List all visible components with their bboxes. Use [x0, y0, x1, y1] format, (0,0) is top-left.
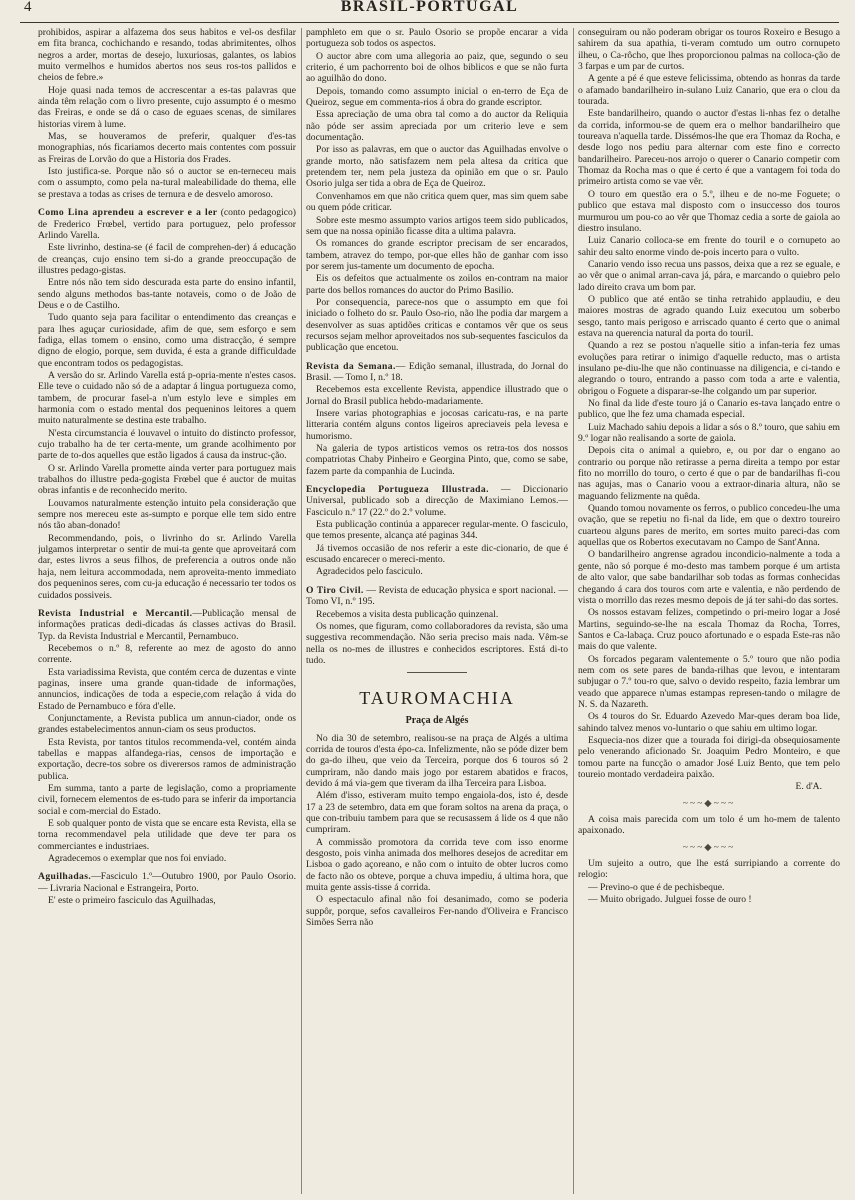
paragraph: O touro em questão era o 5.º, ilheu e de no-me Foguete; o publico que estava mal disposto com o insuccesso dos touros murmurou um pou-co ao vêr que Thomaz cedia a sorte de gaiola ao diestro insulano. [578, 188, 840, 234]
paragraph: Os forcados pegaram valentemente o 5.º touro que não podia nem com os sete pares de banda-rilhas que levou, e intentaram subjugar o 7.º tou-ro que, salvo o devido respeito, fazia lembrar um veado que apparece n'umas estampas represen-tando o milagre de N. S. da Nazareth. [578, 653, 840, 710]
review-entry [306, 361, 568, 384]
paragraph: — Previno-o que é de pechisbeque. [588, 881, 725, 893]
column-2 [306, 27, 568, 1195]
paragraph: A commissão promotora da corrida teve com isso enorme desgosto, pois vinha animada dos melhores desejos de acreditar em Lisboa o gado açoreano, e não com o intuito de obter lucros como de facto não os obteve, porque a chuva impediu, á ultima hora, que muita gente assis-tisse á corrida. [306, 836, 568, 894]
paragraph: Hoje quasi nada temos de accrescentar a es-tas palavras que ainda têm relação com o livro presente, cujo assumpto é o mesmo das Freiras, e onde se dá o caso de eguaes scenas, de similares historias virem à lume. [38, 84, 296, 130]
paragraph: O auctor abre com uma allegoria ao paiz, que, segundo o seu criterio, é um pachorrento boi de olhos biblicos e que se não furta ao aguilhão do dono. [306, 50, 568, 85]
column-3 [578, 27, 840, 1195]
paragraph: A gente a pé é que esteve felicissima, obtendo as honras da tarde o afamado bandarilheiro in-sulano Luiz Canario, que era o clou da tourada. [578, 73, 840, 108]
paragraph: E sob qualquer ponto de vista que se encare esta Revista, ella se torna recommendavel pela utilidade que deve ter para os commerciantes e industriaes. [38, 818, 296, 852]
paragraph: Isto justifica-se. Porque não só o auctor se en-terneceu mais com o assumpto, como pela na-tural maleabilidade do thema, elle se prestava a todas as crises de ternura e de desvelo amoroso. [38, 166, 296, 200]
paragraph: Esta Revista, por tantos titulos recommenda-vel, contém ainda tabellas e mappas alfandega-rias, censos de importação e exportação, decre-tos sobre os diverersos ramos de administração publica. [38, 736, 296, 782]
paragraph: Louvamos naturalmente estenção intuito pela consideração que sempre nos mereceu este as-sumpto e porque elle tem sido entre nós tão aban-donado! [38, 497, 296, 532]
paragraph: Na galeria de typos artisticos vemos os retra-tos dos nossos compatriotas Chaby Pinheiro e Georgina Pinto, que, como se sabe, fazem parte da companhia de Lucinda. [306, 443, 568, 477]
paragraph: E' este o primeiro fasciculo das Aguilhadas, [48, 895, 216, 907]
paragraph: Além d'isso, estiveram muito tempo engaiola-dos, isto é, desde 17 a 23 de setembro, data em que foram soltos na arena da praça, o que con-tribuiu tambem para que se recusassem á lide os 4 que não cumpriram. [306, 790, 568, 836]
paragraph: No dia 30 de setembro, realisou-se na praça de Algés a ultima corrida de touros d'esta épo-ca. Infelizmente, não se póde dizer bem do ga-do ilheu, que veio da Terceira, porque dos 6 touros só 2 cumpriram, não dando mais jogo por estarem abatidos e fracos, devido á má via-gem que tiveram da ilha Terceira para Lisboa. [306, 732, 568, 789]
paragraph: Conjunctamente, a Revista publica um annun-ciador, onde os grandes estabelecimentos annun-ciam os seus productos. [38, 712, 296, 736]
paragraph: Depois cita o animal a quiebro, e, ou por dar o engano ao contrario ou porque não retirasse a perna direita a tempo por estar fito no morrillo do touro, o certo é que o par de bandarilhas fi-cou nas agujas, mas o Canario voou a extraor-dinaria altura, não se maguando felizmente na quêda. [578, 445, 840, 502]
paragraph: Os nossos estavam felizes, competindo o pri-meiro logar a José Martins, seguindo-se-lhe na escala Thomaz da Rocha, Torres, Santos e Ca-labaça. Cruz pouco afortunado e o espada Este-ras não mais do que valente. [578, 607, 840, 653]
paragraph: prohibidos, aspirar a alfazema dos seus habitos e vel-os desfilar em fita branca, cochichando e resando, todas abrimitentes, olhos negros a arder, mortas de desejo, luxuriosas, galantes, os labios muito vermelhos e humidos abertos nos seus ros-tos pallidos e cheios de febre.» [38, 27, 296, 84]
paragraph: Mas, se houveramos de preferir, qualquer d'es-tas monographias, nós ficariamos decerto mais contentes com possuir as Freiras de Lorvão do que a Historia dos Frades. [38, 131, 296, 165]
paragraph: Este bandarilheiro, quando o auctor d'estas li-nhas fez o detalhe da corrida, informou-se de quem era o melhor bandarilheiro que toureava n'aquella tarde. Dissémos-lhe que era Thomaz da Rocha, e desde logo nos pediu para alternar com este fino e correcto bandarilheiro. Pareceu-nos arrojo o querer o Canario competir com Thomaz da Rocha mas o que é certo é que a vantagem foi toda do primeiro artista como se vae vêr. [578, 108, 840, 188]
column-1 [38, 27, 296, 1195]
paragraph: Sobre este mesmo assumpto varios artigos teem sido publicados, sem que na nossa opinião ficasse dita a ultima palavra. [306, 214, 568, 237]
review-entry [38, 207, 296, 241]
paragraph: Luiz Machado sahiu depois a lidar a sós o 8.º touro, que sahiu em 9.º logar não realisando a sorte de gaiola. [578, 421, 840, 445]
page-number: 4 [24, 0, 32, 15]
review-title: Revista da Semana. [306, 360, 396, 372]
paragraph: Um sujeito a outro, que lhe está surripiando a corrente do relogio: [578, 858, 840, 881]
paragraph: Eis os defeitos que actualmente os zoilos en-contram na maior parte dos bellos romances do auctor do Primo Basilio. [306, 273, 568, 296]
review-title: Aguilhadas. [38, 871, 92, 883]
signature: E. d'A. [795, 781, 822, 793]
page-header [20, 0, 839, 23]
paragraph: No final da lide d'este touro já o Canario es-tava lançado entre o publico, que lhe fez uma chamada especial. [578, 398, 840, 421]
paragraph: Este livrinho, destina-se (é facil de comprehen-der) á educação de creanças, cujo ensino tem si-do a grande preoccupação de illustres pedago-gistas. [38, 242, 296, 276]
review-details: —Publicação mensal de informações praticas dedi-dicadas ás classes activas do Brasil. Typ. da Revista Industrial e Mercantil, Pernambuco. [38, 607, 296, 642]
review-details: — Edição semanal, illustrada, do Jornal do Brasil. — Tomo I, n.º 18. [306, 360, 568, 383]
review-details: (conto pedagogico) de Frederico Frœbel, vertido para portuguez, pelo professor Arlindo Varella. [38, 207, 296, 241]
paragraph: N'esta circumstancia é louvavel o intuito do distincto professor, cujo trabalho ha de ter certa-mente, um grande acolhimento por parte de to-dos aquelles que estão ligados á causa da instruc-ção. [38, 427, 296, 462]
paragraph: Entre nós não tem sido descurada esta parte do ensino infantil, sendo alguns methodos bas-tante notaveis, como o de João de Deus e o de Castilho. [38, 277, 296, 311]
paragraph: Agradecemos o exemplar que nos foi enviado. [48, 853, 227, 865]
paragraph: Insere varias photographias e jocosas caricatu-ras, e na parte litteraria contém alguns contos ligeiros apreciaveis pela levesa e humorismo. [306, 408, 568, 442]
review-entry [38, 608, 296, 642]
paragraph: pamphleto em que o sr. Paulo Osorio se propõe encarar a vida portugueza sob todos os aspectos. [306, 27, 568, 50]
paragraph: Os 4 touros do Sr. Eduardo Azevedo Mar-ques deram boa lide, sahindo talvez menos vo-luntario o que sahiu em ultimo logar. [578, 711, 840, 734]
review-entry [38, 871, 296, 894]
column-divider [301, 28, 302, 1194]
paragraph: O publico que até então se tinha retrahido applaudiu, e deu maiores mostras de agrado quando Luiz executou um soberbo sesgo, tanto mais perigoso e arriscado quanto é certo que o animal estava na querencia natural da porta do touril. [578, 293, 840, 339]
paragraph: Agradecidos pelo fasciculo. [316, 566, 423, 578]
review-title: Revista Industrial e Mercantil. [38, 607, 193, 619]
paragraph: Essa apreciação de uma obra tal como a do auctor da Reliquia não póde ser assim apreciada por um criterio leve e sem documentação. [306, 109, 568, 144]
paragraph: Por consequencia, parece-nos que o assumpto em que foi iniciado o folheto do sr. Paulo Oso-rio, não lhe podia dar margem a desenvolver as suas aptidões criticas e contamos vêr que os seus recursos sejam melhor aproveitados nos sub-sequentes fasciculos da publicação que encetou. [306, 296, 568, 354]
paragraph: O sr. Arlindo Varella promette ainda verter para portuguez mais trabalhos do illustre peda-gogista Frœbel que é auctor de muitas obras infantis e de reconhecido merito. [38, 462, 296, 497]
review-details: —Fasciculo 1.º—Outubro 1900, por Paulo Osorio. — Livraria Nacional e Estrangeira, Porto. [38, 871, 296, 894]
paragraph: Recebemos a visita desta publicação quinzenal. [316, 608, 499, 620]
paragraph: O bandarilheiro angrense agradou incondicio-nalmente a toda a gente, não só porque é mo-desto mas tambem porque é um artista de alto valor, que sabe bandarilhar sob todas as formas conhecidas chegando á cara dos touros com arte e valentia, e não perdendo de vista o morrillo das rezes mesmo depois de já ter sahi-do das sortes. [578, 549, 840, 606]
paragraph: Quando tomou novamente os ferros, o publico concedeu-lhe uma ovação, que se repetiu no fi-nal da lide, em que o dextro toureiro cuarteou alguns pares de merito, em sortes muito pareci-das com aquellas que os Robertos executavam no Campo de Sant'Anna. [578, 503, 840, 549]
paragraph: Tudo quanto seja para facilitar o entendimento das creanças e para lhes aguçar curiosidade, afim de que, sem esforço e sem fadiga, ellas tomem o ensino, como uma distracção, é sempre digno de elogio, porque, sem duvida, é esta a grande difficuldade que encontram todos os pedagogistas. [38, 312, 296, 369]
review-title: Como Lina aprendeu a escrever e a ler [38, 207, 218, 219]
paragraph: Quando a rez se postou n'aquelle sitio a infan-teria fez umas evoluções para retirar o inimigo d'aquelle reducto, mas o artista insulano pe-diu-lhe que não continuasse na diligencia, e ci-tando e alegrando o touro, entrando a passo com toda a arte e valentia, obrigou o Foguete a disparar-se-lhe colgando um par superior. [578, 340, 840, 397]
review-details: — Revista de educação physica e sport nacional. — Tomo VI, n.º 195. [306, 584, 568, 608]
paragraph: Recommendando, pois, o livrinho do sr. Arlindo Varella julgamos interpretar o sentir de mui-ta gente que aproveitará com dar, estes livros a seus filhos, de preferencia a outros onde não haja, nem leitura accommodada, nem aproveita-mento immediato dos pequeninos seres, com cu-ja educação é necessario ter todos os cuidados possiveis. [38, 532, 296, 601]
paragraph: Esta variadissima Revista, que contém cerca de duzentas e vinte paginas, insere uma grande quan-tidade de informações, annuncios, indicações de toda a especie,com relação á vida do Estado de Pernambuco e fóra d'elle. [38, 666, 296, 712]
review-title: Encyclopedia Portugueza Illustrada. [306, 484, 489, 496]
paragraph: Os nomes, que figuram, como collaboradores da revista, são uma suggestiva recommendação. Não seria preciso mais nada. Vêm-se nella os no-mes de illustres e conhecidos escriptores. Está di-to tudo. [306, 620, 568, 666]
paragraph: Por isso as palavras, em que o auctor das Aguilhadas envolve o grande morto, não satisfazem nem pela altesa da critica que pretendem ter, nem pela justeza da opinião em que o sr. Paulo Osorio julga ser tida a obra de Eça de Queiroz. [306, 144, 568, 190]
column-divider [573, 28, 574, 1194]
paragraph: Recebemos esta excellente Revista, appendice illustrado que o Jornal do Brasil publica hebdo-madariamente. [306, 384, 568, 407]
divider-rule [407, 672, 467, 673]
review-details: — Diccionario Universal, publicado sob a direcção de Maximiano Lemos.—Fasciculo n.º 17 (22.º do 2.º volume. [306, 484, 568, 518]
paragraph: Em summa, tanto a parte de legislação, como a propriamente civil, fornecem elementos de es-tudo para se inferir da importancia social e com-mercial do Estado. [38, 783, 296, 817]
section-title: TAUROMACHIA [359, 688, 515, 709]
paragraph: Depois, tomando como assumpto inicial o en-terro de Eça de Queiroz, segue em commenta-rios á obra do grande escriptor. [306, 85, 568, 109]
paragraph: Canario vendo isso recua uns passos, deixa que a rez se eguale, e ao vêr que o animal arran-cava já, pára, e marcando o quiebro pelo lado direito crava um bom par. [578, 258, 840, 293]
paragraph: — Muito obrigado. Julguei fosse de ouro ! [588, 894, 752, 906]
review-entry [306, 484, 568, 518]
paragraph: Luiz Canario colloca-se em frente do touril e o cornupeto ao sahir deu salto enorme vindo de-pois incerto para o vulto. [578, 235, 840, 258]
paragraph: Convenhamos em que não critica quem quer, mas sim quem sabe ou quem póde criticar. [306, 190, 568, 214]
section-subtitle: Praça de Algés [405, 715, 469, 727]
page-title: BRASIL-PORTUGAL [340, 0, 519, 15]
paragraph: O espectaculo afinal não foi desanimado, como se poderia suppôr, porque, sefos cavalleiros Fer-nando d'Oliveira e Francisco Simões Serra não [306, 894, 568, 929]
paragraph: A coisa mais parecida com um tolo é um ho-mem de talento apaixonado. [578, 814, 840, 837]
paragraph: conseguiram ou não poderam obrigar os touros Roxeiro e Besugo a sahirem da sua apathia, ti-veram comtudo um outro cornupeto ilheu, o Ca-rôcho, que lhes proporcionou palmas na colloca-ção de 3 farpas e um par de curtos. [578, 27, 840, 73]
paragraph: Esta publicação continúa a apparecer regular-mente. O fasciculo, que temos presente, alcança até paginas 344. [306, 519, 568, 542]
paragraph: Recebemos o n.º 8, referente ao mez de agosto do anno corrente. [38, 642, 296, 666]
paragraph: Os romances do grande escriptor precisam de ser encarados, tambem, atravez do tempo, por-que elles hão de ganhar com isso por serem jus-tamente um documento de epocha. [306, 238, 568, 272]
paragraph: Esquecia-nos dizer que a tourada foi dirigi-da obsequiosamente pelo venerando aficionado Sr. Joaquim Pedro Monteiro, e que tomou parte na funcção o amador José Luiz Bento, que tem pelo toureio montado verdadeira paixão. [578, 734, 840, 780]
review-entry [306, 585, 568, 608]
paragraph: A versão do sr. Arlindo Varella está p-opria-mente n'estes casos. Elle teve o cuidado não só de a adaptar á lingua portugueza como, tambem, de procurar fasel-a n'um estylo leve e simples em harmonia com o estado mental dos pequeninos leitores a quem muito naturalmente se destina este trabalho. [38, 369, 296, 427]
ornament-divider: ~~~◆~~~ [682, 841, 736, 853]
paragraph: Já tivemos occasião de nos referir a este dic-cionario, de que é escusado encarecer o mereci-mento. [306, 542, 568, 566]
review-title: O Tiro Civil. [306, 584, 364, 596]
ornament-divider: ~~~◆~~~ [682, 797, 736, 809]
